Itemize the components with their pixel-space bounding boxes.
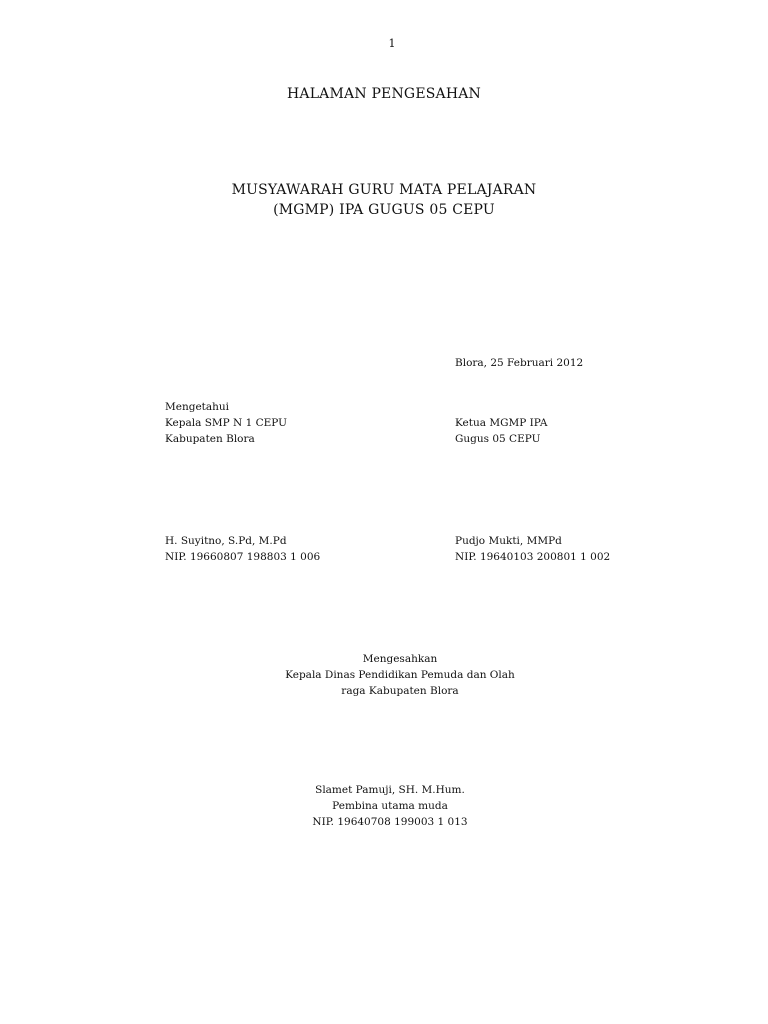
left-signer-nip: NIP. 19660807 198803 1 006 bbox=[165, 551, 321, 563]
document-title-line-2: (MGMP) IPA GUGUS 05 CEPU bbox=[273, 202, 495, 218]
left-signature-block bbox=[165, 399, 287, 447]
right-block-line-2: Gugus 05 CEPU bbox=[455, 433, 541, 445]
left-block-line-2: Kepala SMP N 1 CEPU bbox=[165, 417, 288, 429]
left-signer bbox=[165, 533, 320, 565]
page-heading: HALAMAN PENGESAHAN bbox=[286, 86, 482, 102]
left-block-line-3: Kabupaten Blora bbox=[165, 433, 255, 445]
document-title-line-1: MUSYAWARAH GURU MATA PELAJARAN bbox=[231, 182, 537, 198]
place-date: Blora, 25 Februari 2012 bbox=[455, 357, 584, 369]
right-signer bbox=[455, 533, 610, 565]
approval-signer-nip: NIP. 19640708 199003 1 013 bbox=[312, 816, 468, 828]
right-signer-name: Pudjo Mukti, MMPd bbox=[455, 535, 562, 547]
approval-signer-rank: Pembina utama muda bbox=[332, 800, 448, 812]
right-signature-block bbox=[455, 415, 547, 447]
left-signer-name: H. Suyitno, S.Pd, M.Pd bbox=[165, 535, 287, 547]
approval-line-3: raga Kabupaten Blora bbox=[341, 685, 459, 697]
right-signer-nip: NIP. 19640103 200801 1 002 bbox=[455, 551, 611, 563]
approval-line-2: Kepala Dinas Pendidikan Pemuda dan Olah bbox=[285, 669, 515, 681]
approval-signer-name: Slamet Pamuji, SH. M.Hum. bbox=[315, 784, 465, 796]
right-block-line-1: Ketua MGMP IPA bbox=[455, 417, 548, 429]
page-number: 1 bbox=[388, 37, 396, 50]
approval-line-1: Mengesahkan bbox=[362, 653, 438, 665]
left-block-line-1: Mengetahui bbox=[165, 401, 230, 413]
approval-signer bbox=[190, 782, 590, 830]
approval-block bbox=[200, 651, 600, 699]
